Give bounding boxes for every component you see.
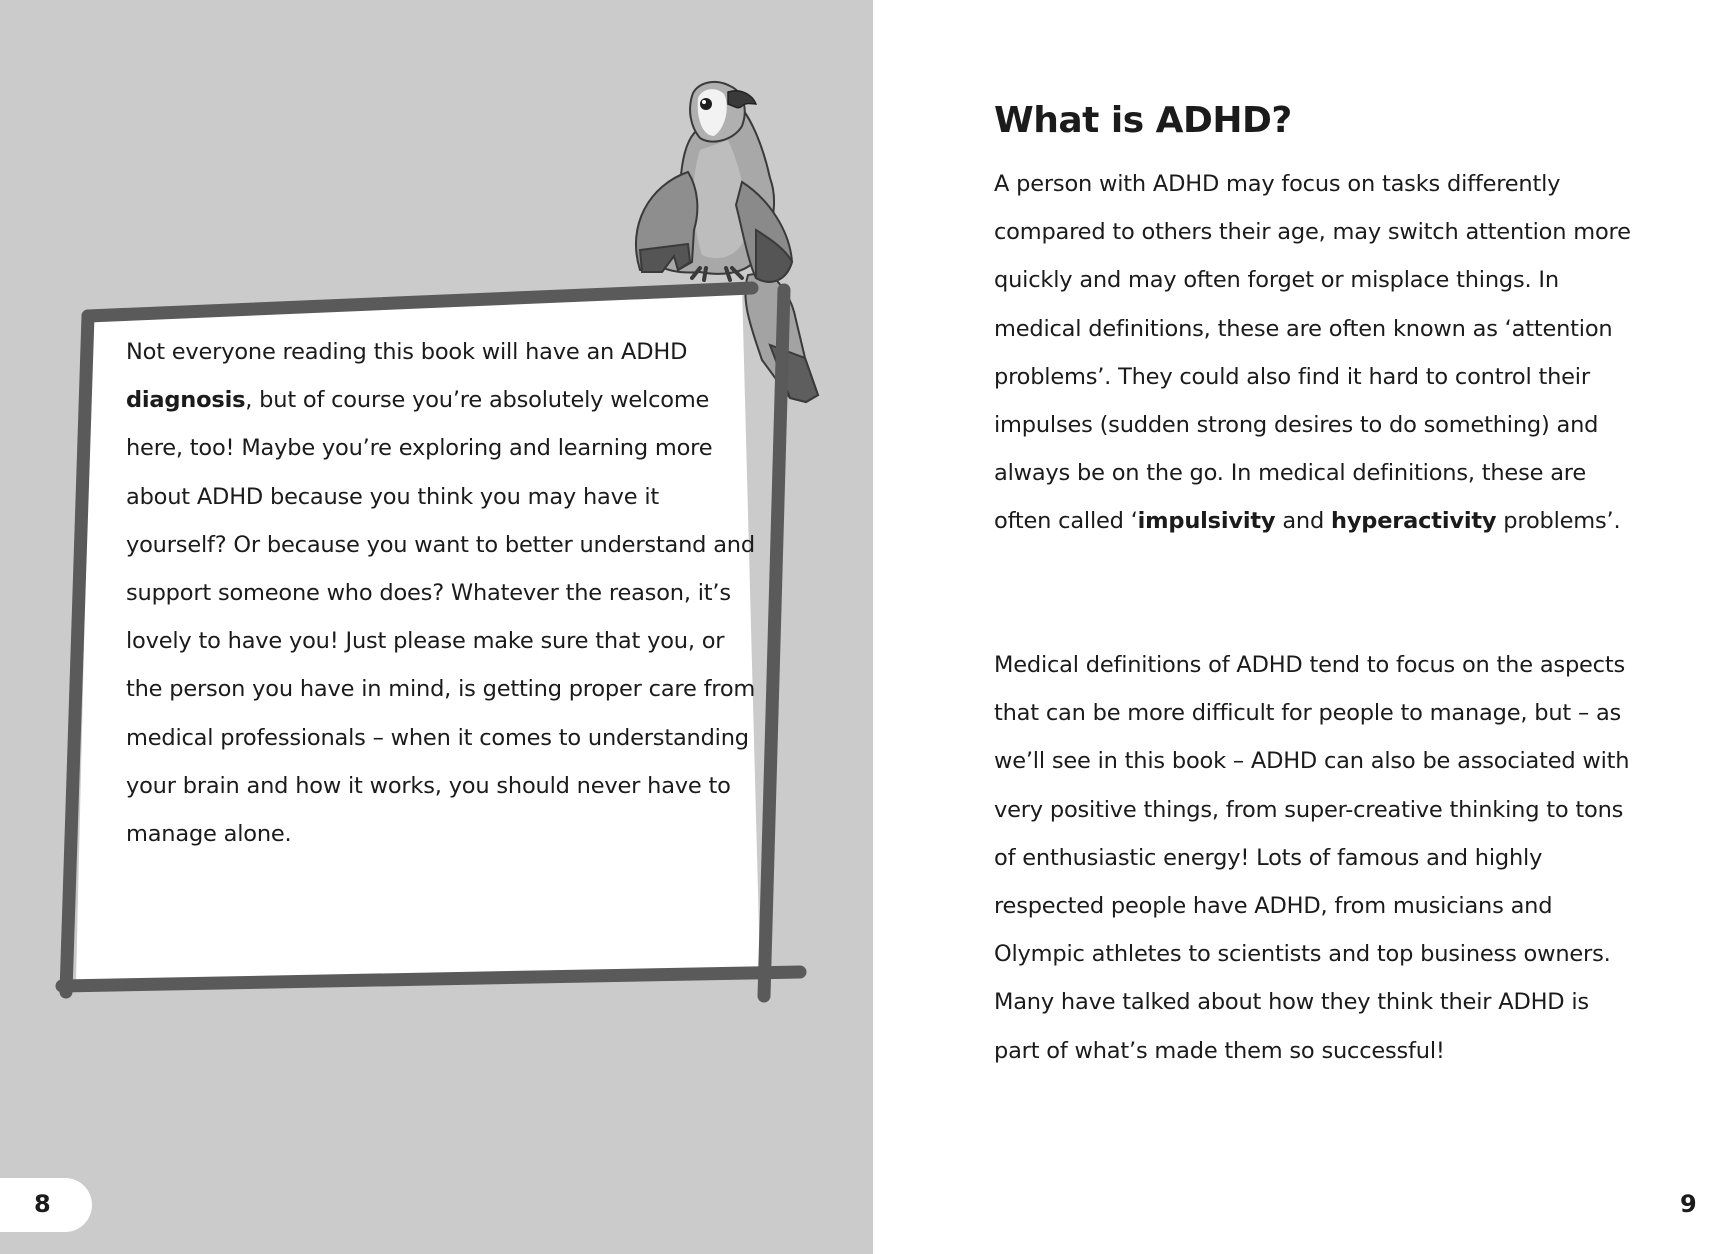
intro-box-text — [126, 328, 766, 858]
paragraph-text-part: and — [1275, 508, 1332, 535]
term-diagnosis: diagnosis — [126, 387, 246, 414]
paragraph-text-part: problems’. — [1496, 508, 1621, 535]
section-heading: What is ADHD? — [994, 100, 1292, 141]
term-impulsivity: impulsivity — [1137, 508, 1276, 535]
intro-text-part: , but of course you’re absolutely welcome here, too! Maybe you’re exploring and learning more about ADHD because you think you may have it yourself? Or because you want to better understand and support someone who does? Whatever the reason, it’s lovely to have you! Just please make sure that you, or the person you have in mind, is getting proper care from medical professionals – when it comes to understanding your brain and how it works, you should never have to manage alone. — [126, 387, 756, 848]
term-hyperactivity: hyperactivity — [1331, 508, 1497, 535]
paragraph-2: Medical definitions of ADHD tend to focus on the aspects that can be more difficult for people to manage, but – as we’ll see in this book – ADHD can also be associated with very positive things, from super-creative thinking to tons of enthusiastic energy! Lots of famous and highly respected people have ADHD, from musicians and Olympic athletes to scientists and top business owners. Many have talked about how they think their ADHD is part of what’s made them so successful! — [994, 652, 1630, 1064]
intro-text-part: Not everyone reading this book will have an ADHD — [126, 339, 688, 365]
paragraph-1 — [994, 160, 1634, 546]
paragraph-text-part: A person with ADHD may focus on tasks differently compared to others their age, may switch attention more quickly and may often forget or misplace things. In medical definitions, these are often known as ‘attention problems’. They could also find it hard to control their impulses (sudden strong desires to do something) and always be on the go. In medical definitions, these are often called ‘ — [994, 171, 1631, 535]
page-number-left: 8 — [34, 1190, 51, 1218]
page-number-right: 9 — [1680, 1190, 1697, 1218]
